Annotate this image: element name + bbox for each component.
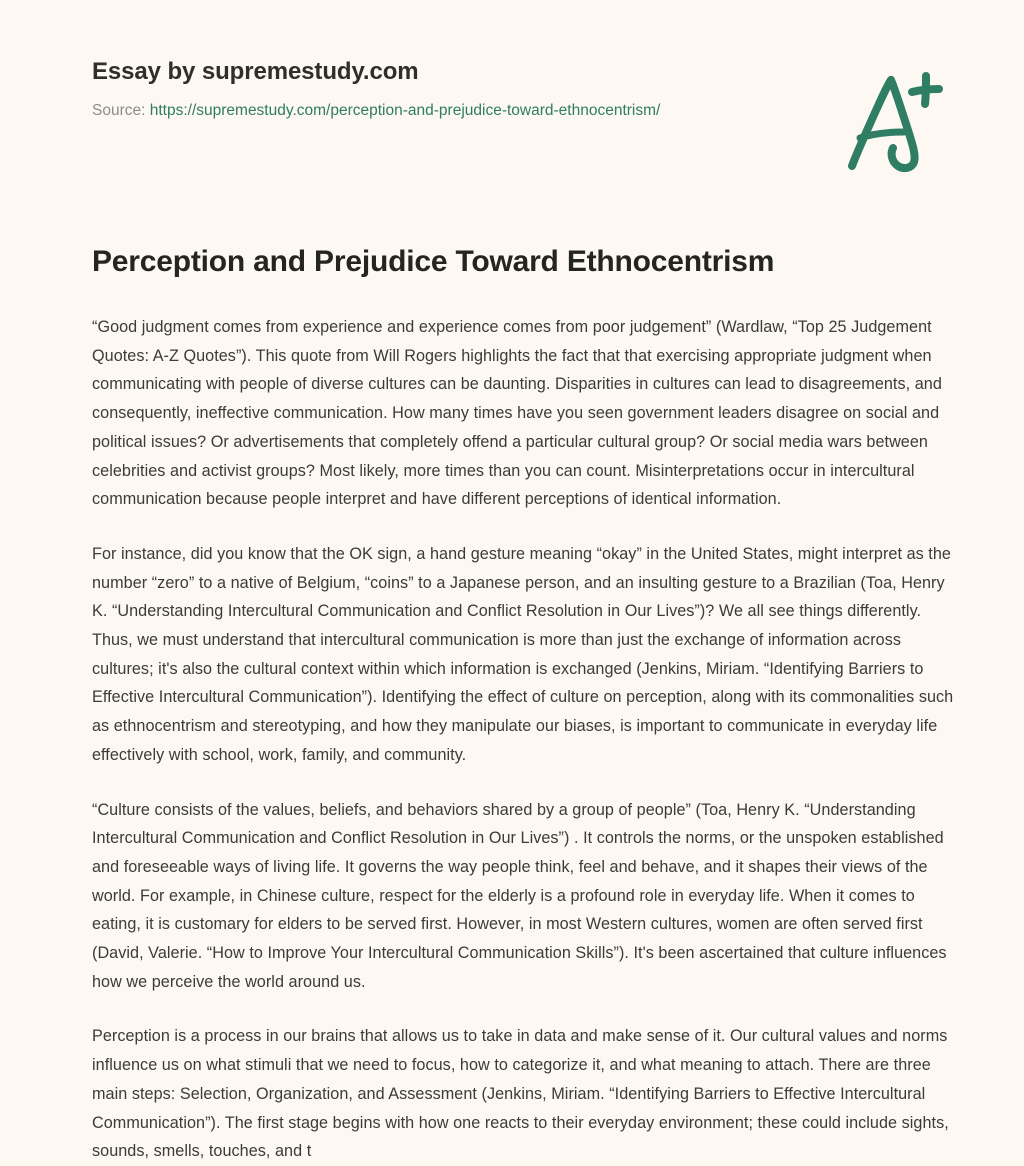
page-header: [92, 57, 792, 121]
paragraph: Perception is a process in our brains that allows us to take in data and make sense of it. Our cultural values and norms influence us on what stimuli that we need to focus, how to categorize it, and what meaning to attach. There are three main steps: Selection, Organization, and Assessment (Jenkins, Miriam. “Identifying Barriers to Effective Intercultural Communication”). The first stage begins with how one reacts to their everyday environment; these could include sights, sounds, smells, touches, and t: [92, 1027, 949, 1161]
a-plus-logo-icon: [836, 62, 956, 174]
source-line: [92, 101, 792, 121]
a-plus-logo: [836, 62, 956, 174]
article-body: [92, 313, 954, 1166]
byline: Essay by supremestudy.com: [92, 58, 419, 85]
paragraph: For instance, did you know that the OK sign, a hand gesture meaning “okay” in the United States, might interpret as the number “zero” to a native of Belgium, “coins” to a Japanese person, and an insulting gesture to a Brazilian (Toa, Henry K. “Understanding Intercultural Communication and Conflict Resolution in Our Lives”)? We all see things differently. Thus, we must understand that intercultural communication is more than just the exchange of information across cultures; it's also the cultural context within which information is exchanged (Jenkins, Miriam. “Identifying Barriers to Effective Intercultural Communication”). Identifying the effect of culture on perception, along with its commonalities such as ethnocentrism and stereotyping, and how they manipulate our biases, is important to communicate in everyday life effectively with school, work, family, and community.: [92, 544, 954, 764]
paragraph: “Good judgment comes from experience and experience comes from poor judgement” (Wardlaw, “Top 25 Judgement Quotes: A-Z Quotes”). This quote from Will Rogers highlights the fact that that exercising appropriate judgment when communicating with people of diverse cultures can be daunting. Disparities in cultures can lead to disagreements, and consequently, ineffective communication. How many times have you seen government leaders disagree on social and political issues? Or advertisements that completely offend a particular cultural group? Or social media wars between celebrities and activist groups? Most likely, more times than you can count. Misinterpretations occur in intercultural communication because people interpret and have different perceptions of identical information.: [92, 318, 942, 509]
page-title: Perception and Prejudice Toward Ethnocentrism: [92, 245, 775, 278]
source-label: Source:: [92, 102, 146, 119]
source-url-link[interactable]: https://supremestudy.com/perception-and-prejudice-toward-ethnocentrism/: [149, 102, 661, 119]
paragraph: “Culture consists of the values, beliefs, and behaviors shared by a group of people” (Toa, Henry K. “Understanding Intercultural Communication and Conflict Resolution in Our Lives”) . It controls the norms, or the unspoken established and foreseeable ways of living life. It governs the way people think, feel and behave, and it shapes their views of the world. For example, in Chinese culture, respect for the elderly is a profound role in everyday life. When it comes to eating, it is customary for elders to be served first. However, in most Western cultures, women are often served first (David, Valerie. “How to Improve Your Intercultural Communication Skills”). It's been ascertained that culture influences how we perceive the world around us.: [92, 800, 947, 991]
